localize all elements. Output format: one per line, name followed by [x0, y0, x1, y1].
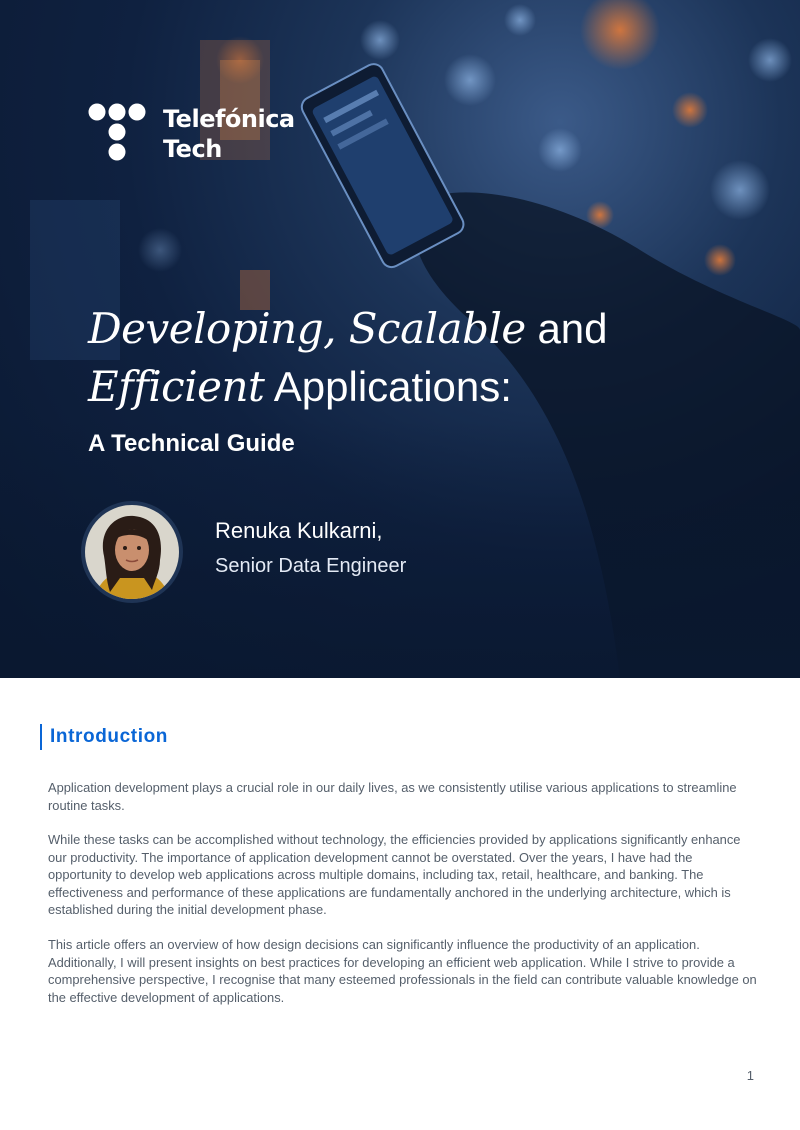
- logo-wordmark: [163, 104, 295, 164]
- document-title: [88, 300, 768, 416]
- introduction-section: [40, 724, 760, 750]
- document-subtitle: A Technical Guide: [88, 430, 295, 457]
- telefonica-tech-logo: [88, 102, 318, 164]
- title-regular-part-2: Applications:: [264, 363, 512, 410]
- section-heading: Introduction: [40, 724, 760, 750]
- author-role: Senior Data Engineer: [215, 555, 407, 577]
- logo-wordmark-line2: Tech: [163, 135, 222, 163]
- title-italic-part-1: Developing, Scalable: [88, 304, 526, 353]
- author-avatar: [80, 500, 184, 604]
- intro-paragraph-2: While these tasks can be accomplished without technology, the efficiencies provided by applications significantly enhance our productivity. The importance of application development cannot be overstated. Over the years, I have had the opportunity to develop web applications across multiple domains, including tax, retail, healthcare, and banking. The effectiveness and performance of these applications are fundamentally anchored in the underlying architecture, which is established during the initial development phase.: [48, 832, 741, 917]
- intro-paragraph-3: This article offers an overview of how design decisions can significantly influence the productivity of an application. Additionally, I will present insights on best practices for developing an efficient web application. While I strive to provide a comprehensive perspective, I recognise that many esteemed professionals in the field can contribute valuable knowledge on the effective development of applications.: [48, 937, 757, 1005]
- logo-dots-icon: [88, 102, 150, 164]
- intro-paragraph-1: Application development plays a crucial role in our daily lives, as we consistently utilise various applications to streamline routine tasks.: [48, 780, 737, 813]
- title-italic-part-2: Efficient: [88, 362, 265, 411]
- title-regular-part-1: and: [525, 305, 608, 352]
- author-name: Renuka Kulkarni,: [215, 518, 383, 543]
- page-number: 1: [746, 1068, 754, 1083]
- logo-wordmark-line1: Telefónica: [163, 105, 295, 133]
